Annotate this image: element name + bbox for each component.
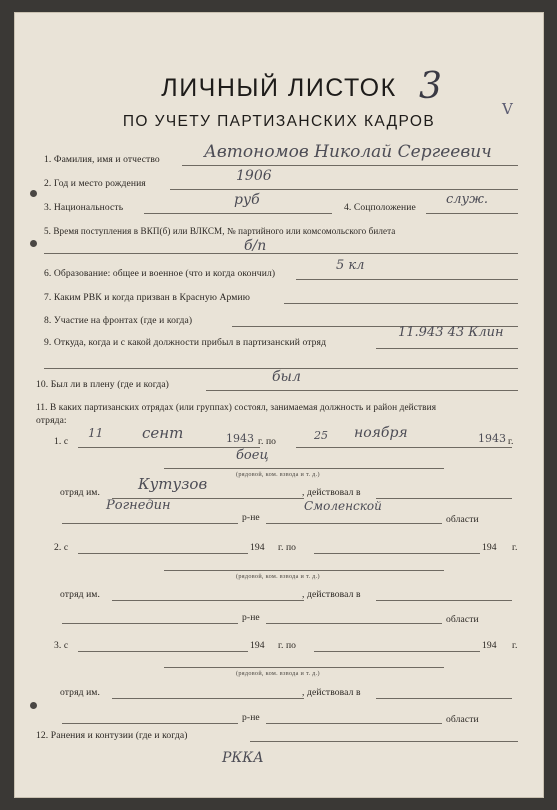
detachment-1-region-line <box>266 523 442 524</box>
field-1-value: Автономов Николай Сергеевич <box>204 142 492 162</box>
detachment-3-year-from: 194 <box>250 640 265 651</box>
detachment-3-detachment-label: отряд им. <box>60 687 100 698</box>
detachment-3-district-label: р-не <box>242 712 260 723</box>
field-10-line <box>206 390 518 391</box>
detachment-3-to-suffix: г. <box>512 640 518 651</box>
detachment-3-region-label: области <box>446 714 479 725</box>
form-sheet <box>14 12 544 798</box>
detachment-1-region-value: Смоленской <box>304 499 382 513</box>
detachment-1-month-to: ноября <box>354 425 408 441</box>
detachment-3-year-to: 194 <box>482 640 497 651</box>
field-2-line <box>170 189 518 190</box>
detachment-1-num: 1. с <box>54 436 69 447</box>
detachment-1-from-suffix: г. по <box>258 436 277 447</box>
field-11-label-2: отряда: <box>36 415 67 426</box>
detachment-2-year-to: 194 <box>482 542 497 553</box>
field-7-label: 7. Каким РВК и когда призван в Красную Армию <box>44 292 250 303</box>
field-6-line <box>296 279 518 280</box>
detachment-2-acted-label: , действовал в <box>302 589 361 600</box>
field-4-line <box>426 213 518 214</box>
field-2-value: 1906 <box>236 168 272 184</box>
detachment-2-to-suffix: г. <box>512 542 518 553</box>
detachment-1-region-label: области <box>446 514 479 525</box>
detachment-2-district-line <box>62 623 238 624</box>
detachment-2-detachment-label: отряд им. <box>60 589 100 600</box>
field-12-label: 12. Ранения и контузии (где и когда) <box>36 730 188 741</box>
field-12-value: РККА <box>222 750 264 766</box>
detachment-2-region-label: области <box>446 614 479 625</box>
detachment-2-district-label: р-не <box>242 612 260 623</box>
detachment-2-position-hint: (рядовой, ком. взвода и т. д.) <box>236 573 320 580</box>
detachment-2-position-line <box>164 570 444 571</box>
detachment-2-to-line <box>314 553 480 554</box>
field-8-label: 8. Участие на фронтах (где и когда) <box>44 315 193 326</box>
field-3-label: 3. Национальность <box>44 202 124 213</box>
field-10-value: был <box>272 369 301 385</box>
detachment-3-from-suffix: г. по <box>278 640 297 651</box>
field-9-label: 9. Откуда, когда и с какой должности прибыл в партизанский отряд <box>44 337 327 348</box>
field-5-value: б/п <box>244 238 267 254</box>
form-number: 3 <box>419 66 442 107</box>
detachment-2-acted-line <box>376 600 512 601</box>
detachment-3-district-line <box>62 723 238 724</box>
detachment-1-from-line <box>78 447 260 448</box>
detachment-1-acted-line <box>376 498 512 499</box>
detachment-1-district-line <box>62 523 238 524</box>
field-4-label: 4. Соцположение <box>344 202 416 213</box>
check-mark: V <box>502 100 513 118</box>
field-1-label: 1. Фамилия, имя и отчество <box>44 154 160 165</box>
punch-hole <box>30 240 37 247</box>
detachment-1-district-label: р-не <box>242 512 260 523</box>
punch-hole <box>30 702 37 709</box>
detachment-2-from-suffix: г. по <box>278 542 297 553</box>
field-5-label: 5. Время поступления в ВКП(б) или ВЛКСМ, № партийного или комсомольского билета <box>44 226 396 236</box>
field-12-line <box>250 741 518 742</box>
detachment-1-position-hint: (рядовой, ком. взвода и т. д.) <box>236 471 320 478</box>
detachment-1-position-line <box>164 468 444 469</box>
field-1-line <box>182 165 518 166</box>
detachment-2-num: 2. с <box>54 542 69 553</box>
detachment-3-position-line <box>164 667 444 668</box>
field-2-label: 2. Год и место рождения <box>44 178 146 189</box>
field-9-value: 11.943 43 Клин <box>398 325 504 340</box>
field-7-line <box>284 303 518 304</box>
field-6-value: 5 кл <box>336 258 365 273</box>
field-3-line <box>144 213 332 214</box>
detachment-2-detachment-line <box>112 600 304 601</box>
detachment-3-to-line <box>314 651 480 652</box>
detachment-3-from-line <box>78 651 248 652</box>
detachment-1-detachment-label: отряд им. <box>60 487 100 498</box>
detachment-1-month-from: сент <box>142 424 184 442</box>
field-10-label: 10. Был ли в плену (где и когда) <box>36 379 169 390</box>
form-subtitle: ПО УЧЕТУ ПАРТИЗАНСКИХ КАДРОВ <box>122 113 436 130</box>
detachment-3-detachment-line <box>112 698 304 699</box>
field-3-value: руб <box>234 192 260 208</box>
detachment-1-year-from: 1943 <box>226 432 254 445</box>
detachment-1-day-from: 11 <box>88 426 104 440</box>
detachment-3-acted-label: , действовал в <box>302 687 361 698</box>
detachment-2-region-line <box>266 623 442 624</box>
field-5-line <box>44 253 518 254</box>
detachment-1-to-line <box>296 447 512 448</box>
form-title: ЛИЧНЫЙ ЛИСТОК <box>161 74 397 102</box>
punch-hole <box>30 190 37 197</box>
field-11-label: 11. В каких партизанских отрядах (или группах) состоял, занимаемая должность и район действия <box>36 403 437 413</box>
detachment-1-position: боец <box>236 448 269 463</box>
detachment-3-region-line <box>266 723 442 724</box>
detachment-1-district-value: Рогнедин <box>106 498 171 513</box>
field-6-label: 6. Образование: общее и военное (что и когда окончил) <box>44 268 276 279</box>
detachment-1-acted-label: , действовал в <box>302 487 361 498</box>
field-9-line <box>376 348 518 349</box>
detachment-2-from-line <box>78 553 248 554</box>
detachment-1-name: Кутузов <box>138 475 208 493</box>
detachment-3-position-hint: (рядовой, ком. взвода и т. д.) <box>236 670 320 677</box>
detachment-3-num: 3. с <box>54 640 69 651</box>
detachment-3-acted-line <box>376 698 512 699</box>
detachment-1-to-suffix: г. <box>508 436 514 447</box>
detachment-1-year-to: 1943 <box>478 432 506 445</box>
field-4-value: служ. <box>446 192 489 207</box>
detachment-2-year-from: 194 <box>250 542 265 553</box>
detachment-1-day-to: 25 <box>314 429 328 442</box>
